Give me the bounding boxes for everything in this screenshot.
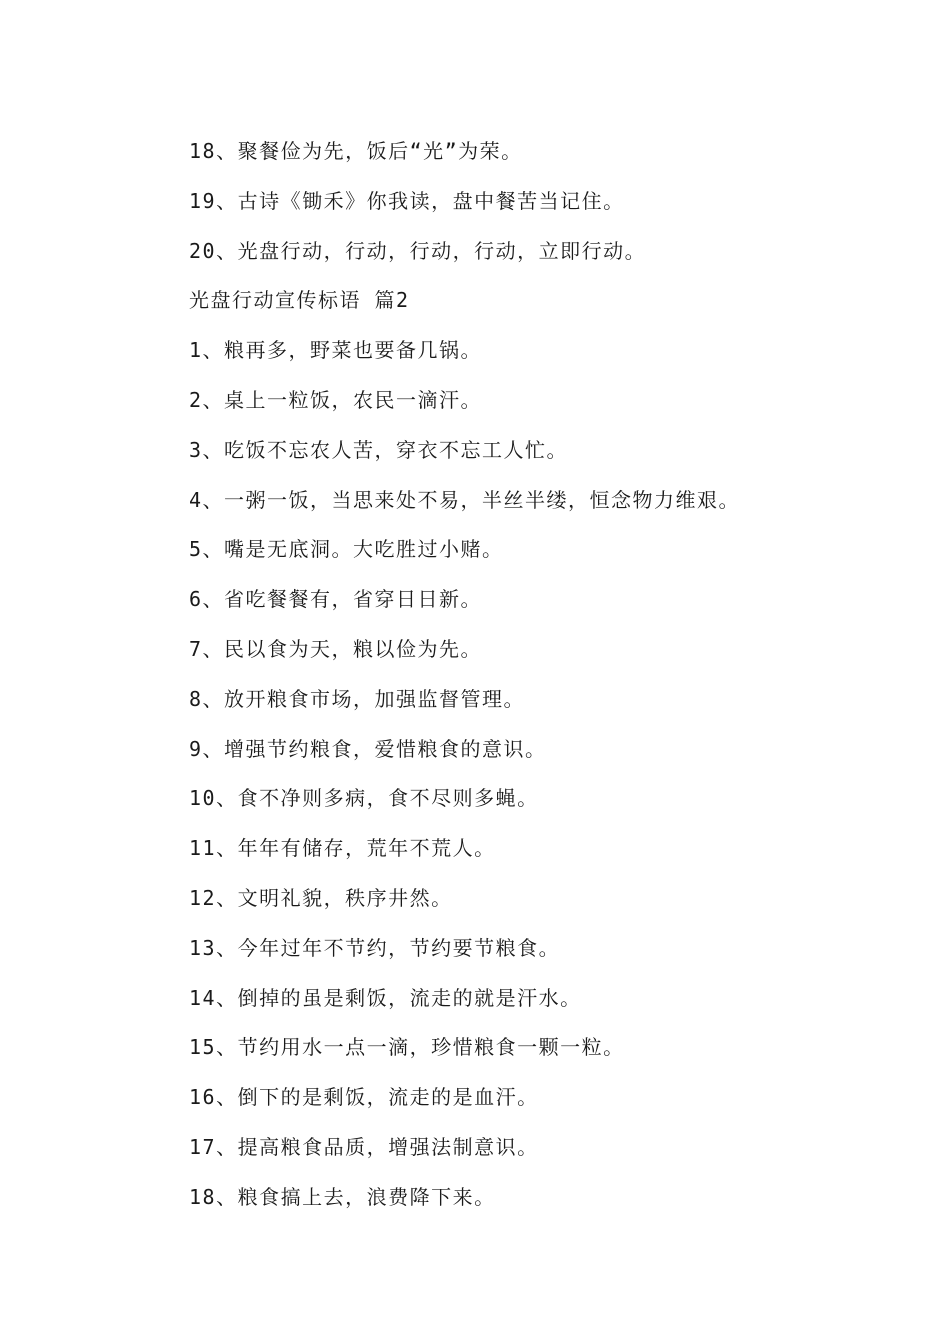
slogan-line: 16、倒下的是剩饭，流走的是血汗。 <box>189 1085 539 1110</box>
slogan-line: 3、吃饭不忘农人苦，穿衣不忘工人忙。 <box>189 437 569 462</box>
slogan-list <box>189 133 909 1229</box>
slogan-line: 13、今年过年不节约，节约要节粮食。 <box>189 935 561 960</box>
slogan-line: 7、民以食为天，粮以俭为先。 <box>189 636 483 661</box>
slogan-line: 9、增强节约粮食，爱惜粮食的意识。 <box>189 736 547 761</box>
slogan-line: 1、粮再多，野菜也要备几锅。 <box>189 338 483 363</box>
slogan-line: 5、嘴是无底洞。大吃胜过小赌。 <box>189 537 504 562</box>
slogan-line: 10、食不净则多病，食不尽则多蝇。 <box>189 786 539 811</box>
slogan-line: 12、文明礼貌，秩序井然。 <box>189 885 453 910</box>
slogan-line: 6、省吃餐餐有，省穿日日新。 <box>189 587 483 612</box>
slogan-line: 2、桌上一粒饭，农民一滴汗。 <box>189 387 483 412</box>
slogan-line: 18、粮食搞上去，浪费降下来。 <box>189 1184 496 1209</box>
slogan-line: 15、节约用水一点一滴，珍惜粮食一颗一粒。 <box>189 1035 625 1060</box>
slogan-line: 14、倒掉的虽是剩饭，流走的就是汗水。 <box>189 985 582 1010</box>
slogan-line: 4、一粥一饭，当思来处不易，半丝半缕，恒念物力维艰。 <box>189 487 741 512</box>
slogan-line: 11、年年有储存，荒年不荒人。 <box>189 836 496 861</box>
section-heading: 光盘行动宣传标语 篇2 <box>189 288 410 313</box>
slogan-line: 20、光盘行动，行动，行动，行动，立即行动。 <box>189 238 647 263</box>
slogan-line: 18、聚餐俭为先，饭后“光”为荣。 <box>189 139 523 163</box>
slogan-line: 19、古诗《锄禾》你我读，盘中餐苦当记住。 <box>189 188 625 213</box>
slogan-line: 17、提高粮食品质，增强法制意识。 <box>189 1134 539 1159</box>
slogan-line: 8、放开粮食市场，加强监督管理。 <box>189 686 526 711</box>
